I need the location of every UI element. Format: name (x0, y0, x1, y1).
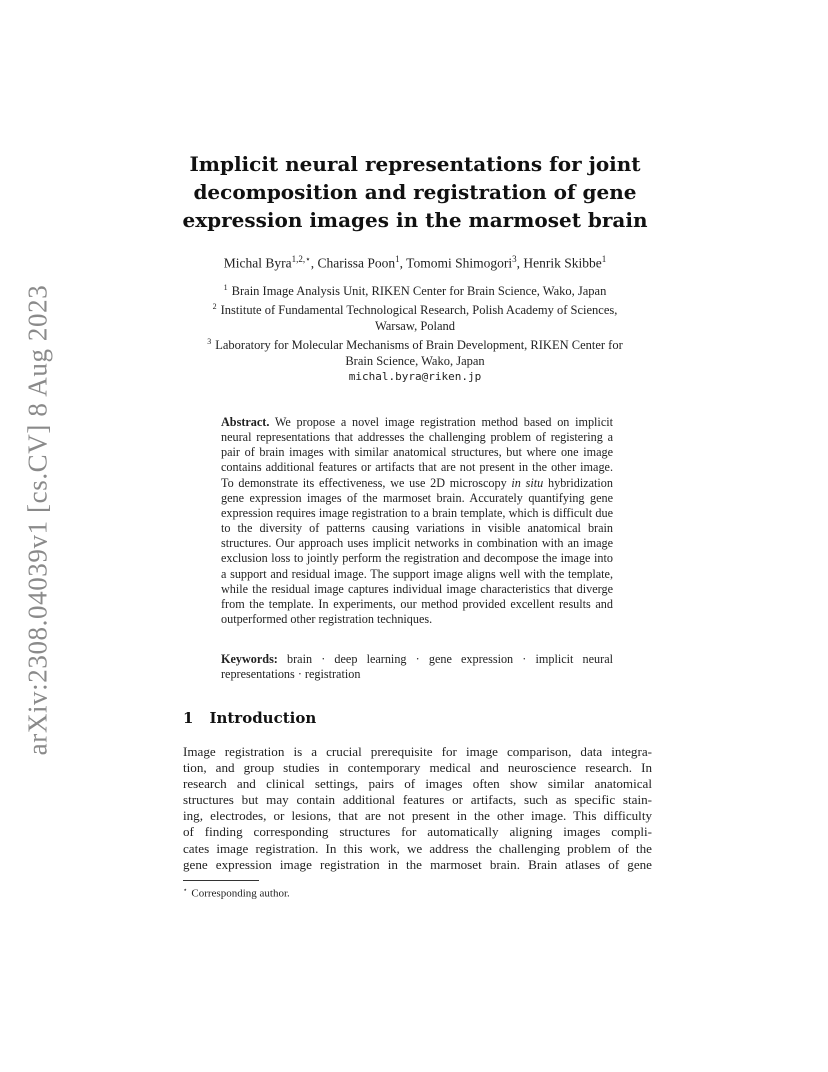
affiliation-2 (180, 299, 650, 334)
author-sup: 3 (512, 254, 517, 264)
footnote-mark: ⋆ (183, 886, 188, 894)
affiliation-sup: 2 (212, 302, 217, 312)
author-name: Tomomi Shimogori (406, 255, 513, 271)
title-line: decomposition and registration of gene (193, 180, 637, 204)
affiliation-1 (180, 280, 650, 299)
affiliation-sup: 3 (207, 337, 212, 347)
author-sup: 1,2,⋆ (291, 254, 311, 264)
text-line: Image registration is a crucial prerequisite for image comparison, data integra- (183, 744, 652, 759)
footnote-text: Corresponding author. (191, 887, 290, 900)
arxiv-id: arXiv:2308.04039v1 [cs.CV] 8 Aug 2023 (22, 284, 53, 756)
text-line: cates image registration. In this work, we address the challenging problem of the (183, 840, 652, 856)
section-title: Introduction (209, 709, 317, 727)
author-name: Michal Byra (223, 255, 292, 271)
author-sup: 1 (601, 254, 607, 264)
affiliation-3 (180, 334, 650, 369)
abstract-text: We propose a novel image registration method based on implicit neural representations that addresses the challenging problem of registering a pair of brain images with similar anatomical structures, but where one image contains additional features or artifacts that are not present in the other image. To demonstrate its effectiveness, we use 2D microscopy (221, 415, 614, 490)
affiliation-cont: Brain Science, Wako, Japan (345, 354, 485, 369)
keywords-label: Keywords: (221, 652, 278, 666)
author-name: Charissa Poon (317, 255, 396, 271)
title-line: expression images in the marmoset brain (182, 208, 648, 232)
footnote-rule (183, 880, 259, 881)
keywords (221, 652, 613, 682)
paper-title (180, 150, 650, 234)
abstract-text: hybridization gene expression images of the marmoset brain. Accurately quantifying gene expression requires image registration to a brain template, which is difficult due to the diversity of patterns causing variations in visible anatomical brain structures. Our approach uses implicit networks in combination with an image exclusion loss to jointly perform the registration and decompose the image into a support and residual image. The support image aligns well with the template, while the residual image captures individual image characteristics that diverge from the template. In experiments, our method provided excellent results and outperformed other registration techniques. (221, 475, 613, 627)
abstract-emphasis: in situ (511, 475, 544, 490)
text-line: of finding corresponding structures for automatically aligning images compli- (183, 824, 652, 840)
affiliations (180, 280, 650, 385)
author-name: Henrik Skibbe (523, 255, 602, 271)
author-sup: 1 (395, 254, 400, 264)
keywords-text: brain · deep learning · gene expression · implicit neural representations · registration (221, 652, 614, 682)
text-line: gene expression image registration in the marmoset brain. Brain atlases of gene (183, 856, 652, 872)
affiliation-text: Laboratory for Molecular Mechanisms of Brain Development, RIKEN Center for (215, 338, 623, 353)
affiliation-cont: Warsaw, Poland (374, 319, 456, 334)
section-heading (183, 709, 316, 727)
abstract (221, 415, 613, 627)
affiliation-sup: 1 (223, 283, 228, 292)
text-line: ing, electrodes, or lesions, that are not present in the other image. This difficulty (183, 808, 652, 824)
affiliation-text: Institute of Fundamental Technological Research, Polish Academy of Sciences, (220, 303, 618, 318)
text-line: structures but may contain additional features or artifacts, such as specific stain- (183, 792, 652, 808)
text-line: tion, and group studies in contemporary medical and neuroscience research. In (183, 760, 652, 776)
text-line: research and clinical settings, pairs of images often show similar anatomical (183, 776, 652, 792)
author-email: michal.byra@riken.jp (348, 370, 482, 384)
footnote (183, 886, 290, 900)
section-number: 1 (183, 709, 194, 727)
title-line: Implicit neural representations for joint (189, 152, 641, 176)
author-list: Michal Byra$^{1,2,⋆}$, Charissa Poon$^1$, Tomomi Shimogori$^3$, Henrik Skibbe$^1$ (223, 254, 607, 271)
intro-paragraph (183, 744, 652, 873)
abstract-label: Abstract. (221, 415, 270, 429)
affiliation-text: Brain Image Analysis Unit, RIKEN Center for Brain Science, Wako, Japan (231, 284, 607, 299)
